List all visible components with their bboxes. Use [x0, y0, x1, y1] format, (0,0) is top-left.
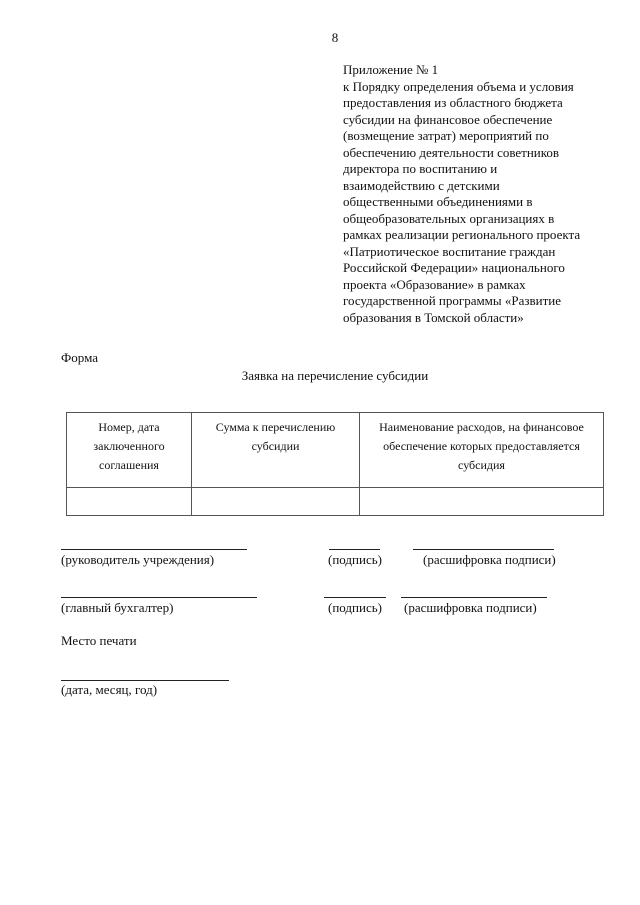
form-label: Форма — [61, 350, 98, 365]
appendix-line: обеспечению деятельности советников — [343, 144, 560, 160]
appendix-line: (возмещение затрат) мероприятий по — [343, 128, 549, 143]
appendix-note — [343, 62, 623, 326]
appendix-line: «Патриотическое воспитание граждан — [343, 243, 556, 259]
date-caption: (дата, месяц, год) — [61, 682, 158, 697]
appendix-line: взаимодействию с детскими — [343, 177, 500, 193]
accountant-signature-line[interactable] — [324, 597, 386, 598]
appendix-line: Российской Федерации» национального — [343, 260, 565, 275]
appendix-line: образования в Томской области» — [343, 309, 524, 325]
header-amount: Сумма к перечислению субсидии — [192, 413, 360, 488]
head-decode-caption: (расшифровка подписи) — [423, 552, 556, 567]
appendix-line: субсидии на финансовое обеспечение — [343, 111, 553, 127]
accountant-signature-caption: (подпись) — [328, 600, 382, 615]
table-header-row — [67, 413, 604, 488]
appendix-line: проекта «Образование» в рамках — [343, 276, 526, 292]
head-signature-line[interactable] — [329, 549, 380, 550]
accountant-decode-line[interactable] — [401, 597, 547, 598]
appendix-line: рамках реализации регионального проекта — [343, 227, 581, 242]
header-expenses: Наименование расходов, на финансовое обеспечение которых предоставляется субсидия — [360, 413, 604, 488]
appendix-line: общеобразовательных организациях в — [343, 210, 555, 226]
accountant-decode-caption: (расшифровка подписи) — [404, 600, 537, 615]
form-title: Заявка на перечисление субсидии — [241, 368, 429, 383]
appendix-line: Приложение № 1 — [343, 62, 439, 77]
appendix-line: государственной программы «Развитие — [343, 293, 562, 308]
header-agreement: Номер, дата заключенного соглашения — [67, 413, 192, 488]
appendix-line: общественными объединениями в — [343, 194, 533, 209]
cell-expenses[interactable] — [360, 488, 604, 516]
date-line[interactable] — [61, 680, 229, 681]
table-row — [67, 488, 604, 516]
head-role-line[interactable] — [61, 549, 247, 550]
appendix-line: к Порядку определения объема и условия — [343, 78, 574, 94]
appendix-line: предоставления из областного бюджета — [343, 95, 563, 110]
page-number: 8 — [331, 30, 339, 45]
cell-agreement[interactable] — [67, 488, 192, 516]
head-signature-caption: (подпись) — [328, 552, 382, 567]
head-decode-line[interactable] — [413, 549, 554, 550]
accountant-role-line[interactable] — [61, 597, 257, 598]
appendix-line: директора по воспитанию и — [343, 161, 498, 176]
accountant-role-caption: (главный бухгалтер) — [61, 600, 174, 615]
cell-amount[interactable] — [192, 488, 360, 516]
stamp-place: Место печати — [61, 633, 137, 648]
head-role-caption: (руководитель учреждения) — [61, 552, 215, 567]
request-table — [66, 412, 604, 516]
